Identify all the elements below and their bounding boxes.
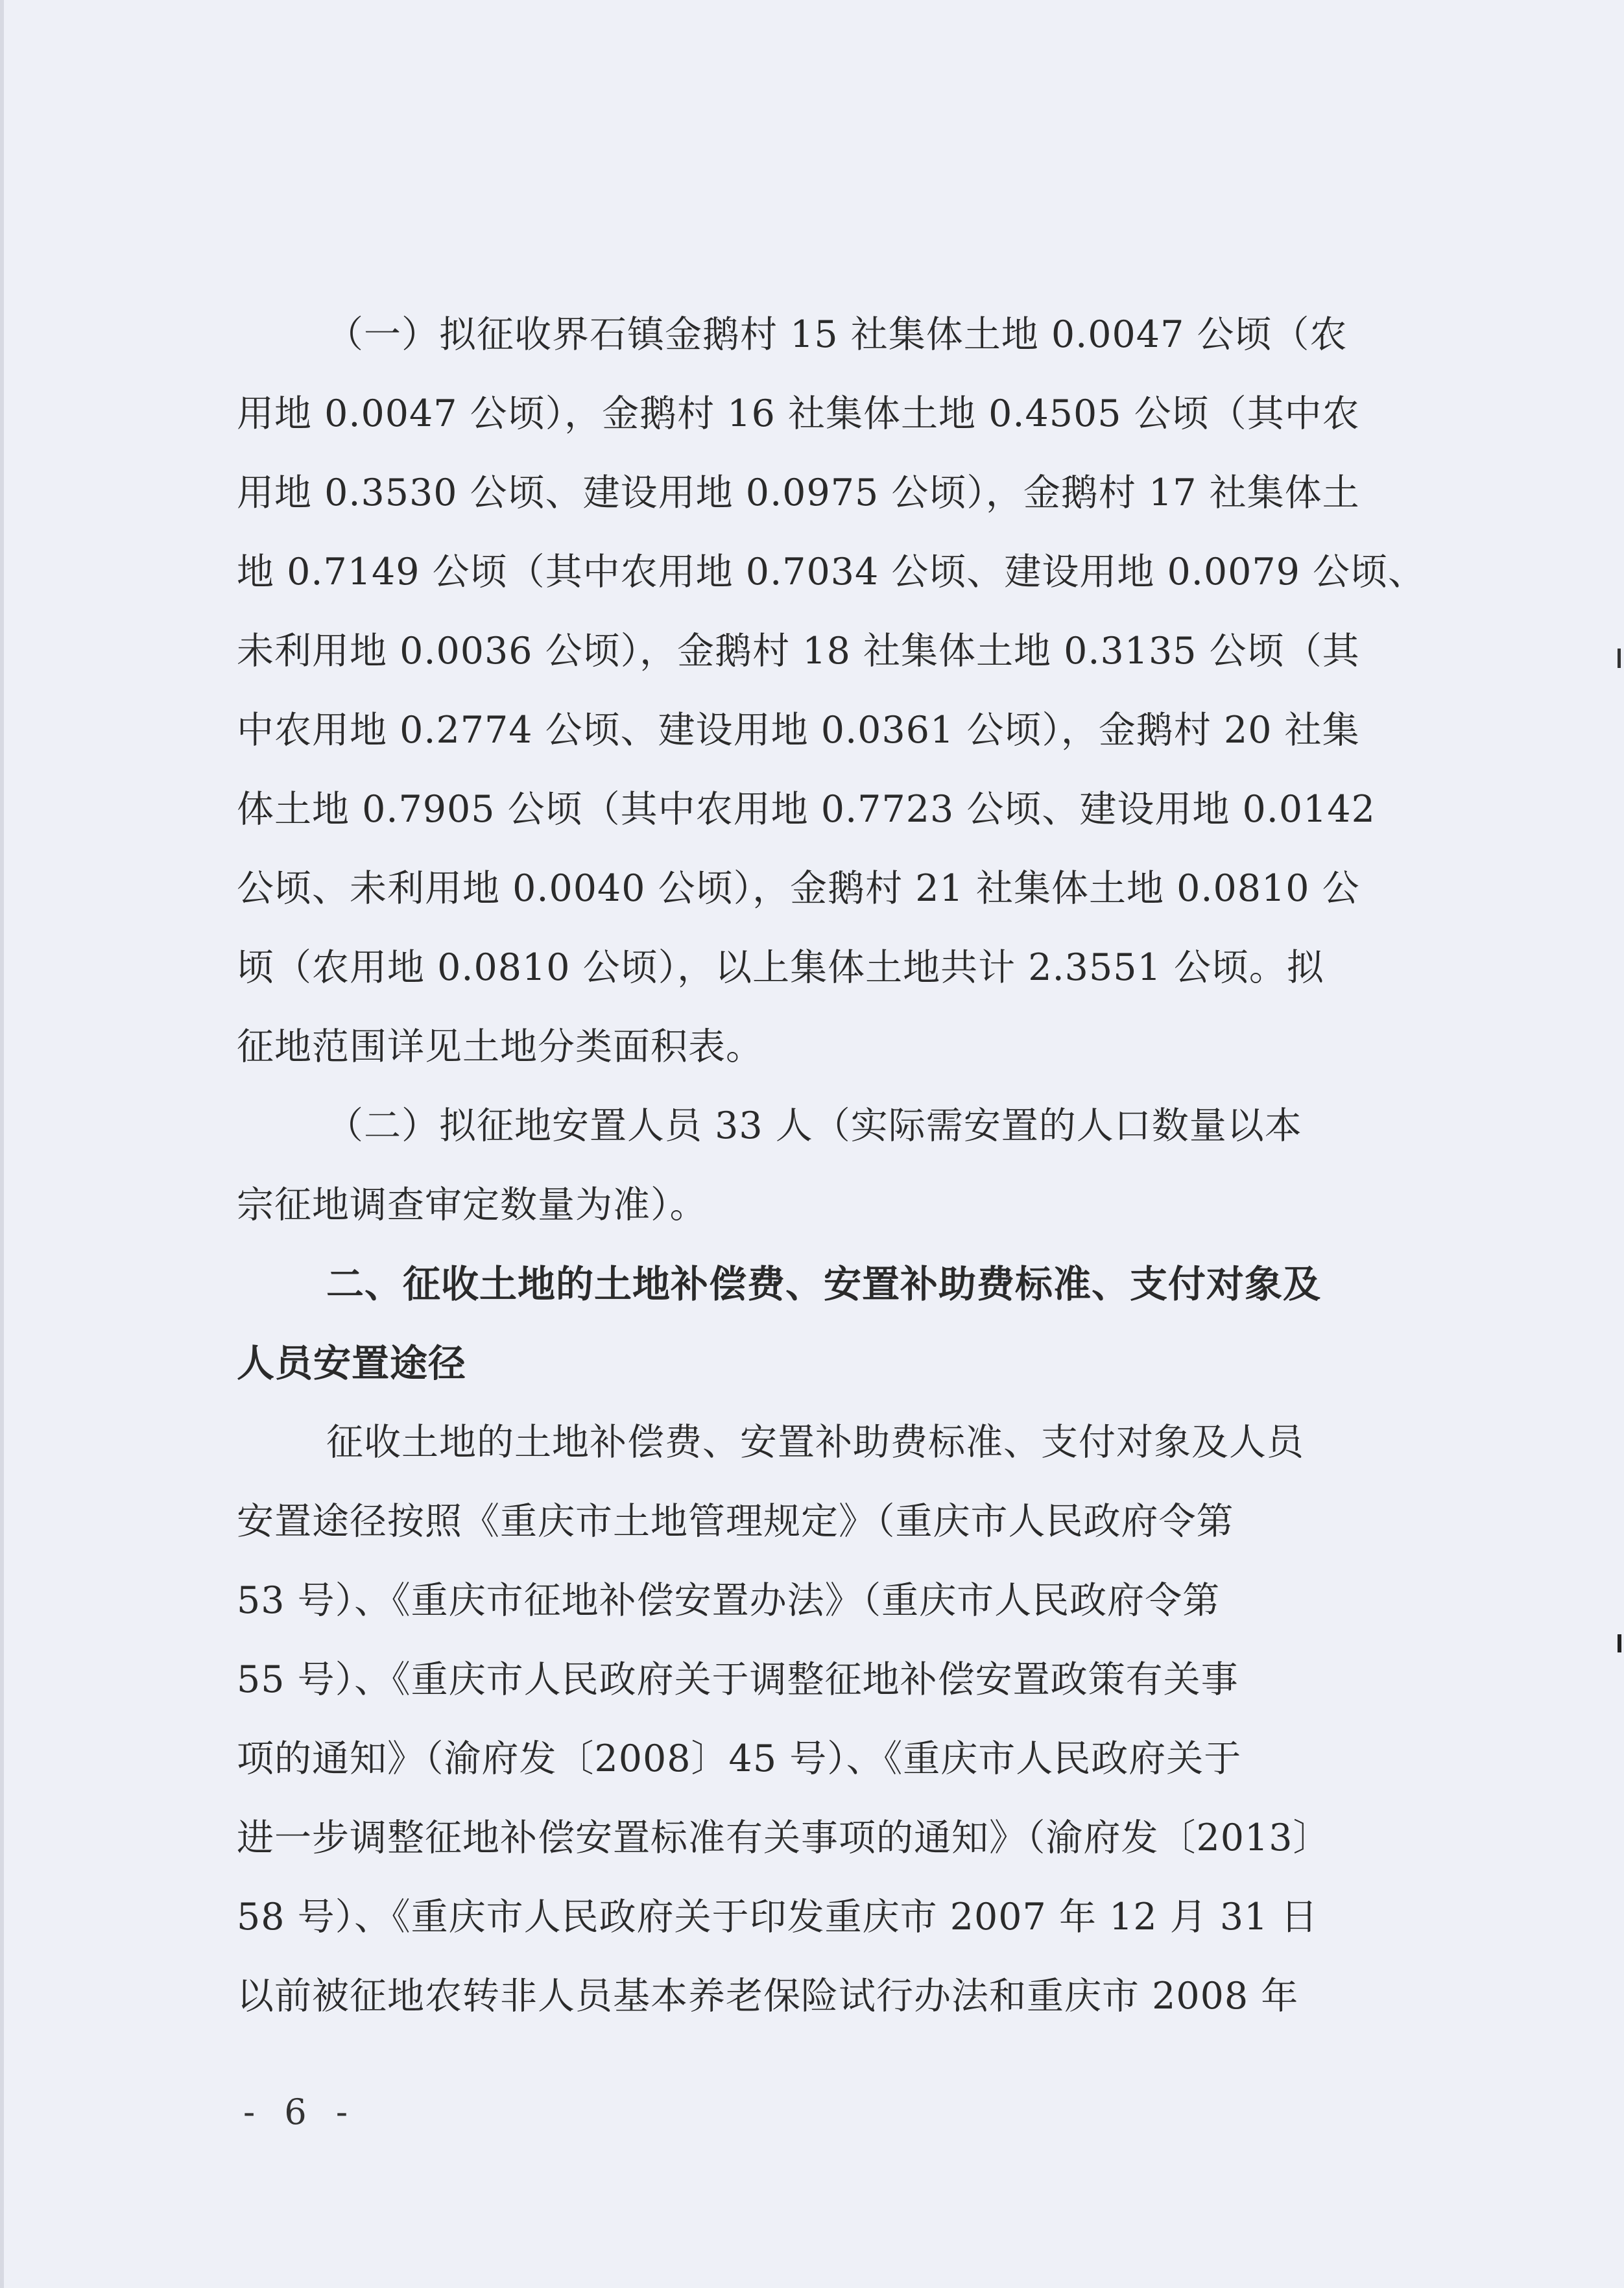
text-line: 用地 0.0047 公顷），金鹅村 16 社集体土地 0.4505 公顷（其中农 [237, 392, 1360, 435]
text-line: 体土地 0.7905 公顷（其中农用地 0.7723 公顷、建设用地 0.0142 [237, 788, 1376, 831]
text-line: 地 0.7149 公顷（其中农用地 0.7034 公顷、建设用地 0.0079 公顷、 [237, 551, 1426, 593]
page-number: - 6 - [243, 2091, 357, 2132]
text-line: 用地 0.3530 公顷、建设用地 0.0975 公顷），金鹅村 17 社集体土 [237, 471, 1360, 514]
scan-mark [1618, 649, 1621, 668]
section-heading: 人员安置途径 [237, 1341, 467, 1385]
text-line: 55 号）、《重庆市人民政府关于调整征地补偿安置政策有关事 [237, 1658, 1239, 1701]
text-line: 宗征地调查审定数量为准）。 [237, 1184, 708, 1226]
text-line: 公顷、未利用地 0.0040 公顷），金鹅村 21 社集体土地 0.0810 公 [237, 867, 1360, 910]
text-line: 征地范围详见土地分类面积表。 [237, 1025, 763, 1068]
text-line: （二）拟征地安置人员 33 人（实际需安置的人口数量以本 [326, 1104, 1302, 1147]
text-line: 中农用地 0.2774 公顷、建设用地 0.0361 公顷），金鹅村 20 社集 [237, 709, 1360, 752]
text-line: （一）拟征收界石镇金鹅村 15 社集体土地 0.0047 公顷（农 [326, 313, 1348, 356]
section-heading: 二、征收土地的土地补偿费、安置补助费标准、支付对象及 [326, 1262, 1322, 1306]
text-line: 顷（农用地 0.0810 公顷），以上集体土地共计 2.3551 公顷。拟 [237, 946, 1324, 989]
text-line: 征收土地的土地补偿费、安置补助费标准、支付对象及人员 [326, 1421, 1304, 1464]
scan-edge [0, 0, 4, 2288]
text-line: 53 号）、《重庆市征地补偿安置办法》（重庆市人民政府令第 [237, 1579, 1221, 1622]
text-line: 项的通知》（渝府发〔2008〕45 号）、《重庆市人民政府关于 [237, 1737, 1242, 1780]
text-line: 安置途径按照《重庆市土地管理规定》（重庆市人民政府令第 [237, 1500, 1234, 1543]
text-line: 未利用地 0.0036 公顷），金鹅村 18 社集体土地 0.3135 公顷（其 [237, 630, 1360, 673]
document-body [237, 295, 1430, 2036]
text-line: 以前被征地农转非人员基本养老保险试行办法和重庆市 2008 年 [237, 1975, 1299, 2018]
text-line: 进一步调整征地补偿安置标准有关事项的通知》（渝府发〔2013〕 [237, 1817, 1331, 1859]
text-line: 58 号）、《重庆市人民政府关于印发重庆市 2007 年 12 月 31 日 [237, 1896, 1319, 1938]
scan-mark [1618, 1634, 1621, 1652]
